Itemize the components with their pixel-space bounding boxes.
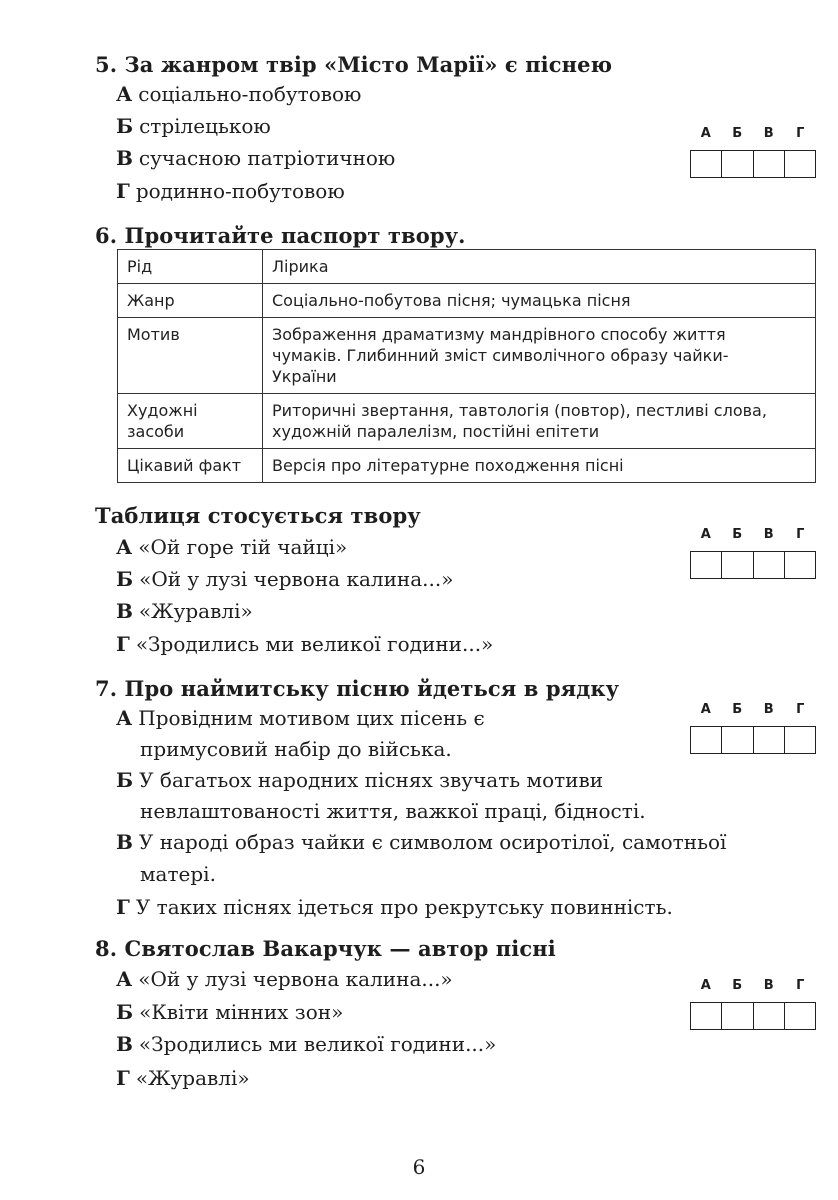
option-text: родинно-побутовою (135, 179, 345, 203)
q7-option-a[interactable] (116, 706, 485, 730)
answer-cell-d[interactable] (785, 1003, 815, 1029)
table-key: Жанр (118, 284, 263, 318)
q8-option-c[interactable] (116, 1032, 496, 1056)
option-text: сучасною патріотичною (138, 146, 396, 170)
table-row (118, 318, 816, 394)
grid-letter: Б (732, 527, 743, 542)
option-text: «Журавлі» (138, 599, 253, 623)
answer-cell-a[interactable] (691, 1003, 722, 1029)
table-value-line: художній паралелізм, постійні епітети (272, 422, 600, 441)
option-letter: В (116, 599, 133, 623)
option-text: соціально-побутовою (138, 82, 362, 106)
grid-letter: Б (732, 702, 743, 717)
table-row (118, 449, 816, 483)
grid-letter: А (700, 978, 711, 993)
q6-option-b[interactable] (116, 567, 453, 591)
grid-letter: Г (796, 126, 805, 141)
answer-cell-b[interactable] (722, 552, 753, 578)
option-text: У багатьох народних піснях звучать мотиви (139, 768, 604, 792)
option-letter: Г (116, 632, 130, 656)
option-text: У народі образ чайки є символом осиротілої, самотньої (138, 830, 727, 854)
option-letter: В (116, 830, 133, 854)
q8-answer-grid (690, 978, 816, 1030)
option-letter: А (116, 706, 133, 730)
option-text: «Квіти мінних зон» (139, 1000, 344, 1024)
option-letter: Г (116, 1066, 130, 1090)
work-passport-table (117, 249, 816, 483)
q6-answer-grid (690, 527, 816, 579)
option-letter: Б (116, 1000, 134, 1024)
option-letter: Б (116, 114, 134, 138)
grid-letter: В (763, 978, 774, 993)
grid-letter: В (763, 126, 774, 141)
grid-letter: В (763, 527, 774, 542)
table-row (118, 394, 816, 449)
option-text: «Журавлі» (135, 1066, 250, 1090)
q8-option-b[interactable] (116, 1000, 343, 1024)
answer-cell-d[interactable] (785, 552, 815, 578)
table-value (263, 394, 816, 449)
q6-option-a[interactable] (116, 535, 347, 559)
option-text: «Зродились ми великої години...» (138, 1032, 497, 1056)
q7-option-b[interactable] (116, 768, 603, 792)
answer-grid-header (690, 126, 816, 144)
table-value: Версія про літературне походження пісні (263, 449, 816, 483)
table-row (118, 284, 816, 318)
table-row (118, 250, 816, 284)
answer-cell-c[interactable] (754, 552, 785, 578)
option-letter: Б (116, 567, 134, 591)
table-value-line: України (272, 367, 337, 386)
option-letter: А (116, 967, 133, 991)
answer-cell-b[interactable] (722, 1003, 753, 1029)
q7-option-c-continuation: матері. (140, 862, 216, 886)
option-text: «Ой горе тій чайці» (138, 535, 348, 559)
option-text: Провідним мотивом цих пісень є (138, 706, 485, 730)
grid-letter: Б (732, 978, 743, 993)
answer-grid-cells (690, 1002, 816, 1030)
option-text: стрілецькою (139, 114, 271, 138)
q6-option-c[interactable] (116, 599, 253, 623)
q8-option-a[interactable] (116, 967, 453, 991)
answer-grid-cells (690, 150, 816, 178)
table-key-line: засоби (127, 422, 185, 441)
answer-cell-b[interactable] (722, 727, 753, 753)
grid-letter: А (700, 702, 711, 717)
q7-option-c[interactable] (116, 830, 726, 854)
table-value: Лірика (263, 250, 816, 284)
grid-letter: А (700, 527, 711, 542)
question-8-title: 8. Святослав Вакарчук — автор пісні (95, 936, 556, 961)
answer-grid-cells (690, 551, 816, 579)
q7-option-d[interactable] (116, 895, 673, 919)
grid-letter: А (700, 126, 711, 141)
q5-option-b[interactable] (116, 114, 271, 138)
answer-grid-cells (690, 726, 816, 754)
option-text: «Зродились ми великої години...» (135, 632, 494, 656)
page-number: 6 (412, 1155, 426, 1179)
option-letter: А (116, 82, 133, 106)
answer-cell-a[interactable] (691, 151, 722, 177)
question-5-title: 5. За жанром твір «Місто Марії» є піснею (95, 52, 613, 77)
question-6-title: 6. Прочитайте паспорт твору. (95, 223, 466, 248)
q5-option-a[interactable] (116, 82, 361, 106)
q5-option-c[interactable] (116, 146, 395, 170)
table-key-line: Художні (127, 401, 198, 420)
answer-cell-d[interactable] (785, 151, 815, 177)
option-letter: Г (116, 895, 130, 919)
grid-letter: Г (796, 978, 805, 993)
table-value-line: Риторичні звертання, тавтологія (повтор), пестливі слова, (272, 401, 767, 420)
answer-cell-c[interactable] (754, 151, 785, 177)
table-key: Цікавий факт (118, 449, 263, 483)
answer-cell-a[interactable] (691, 727, 722, 753)
table-key: Рід (118, 250, 263, 284)
answer-cell-d[interactable] (785, 727, 815, 753)
q7-option-a-continuation: примусовий набір до війська. (140, 737, 452, 761)
answer-grid-header (690, 527, 816, 545)
table-value-line: Зображення драматизму мандрівного способу життя (272, 325, 726, 344)
answer-cell-b[interactable] (722, 151, 753, 177)
q5-option-d[interactable] (116, 179, 345, 203)
answer-cell-c[interactable] (754, 1003, 785, 1029)
q6-option-d[interactable] (116, 632, 493, 656)
grid-letter: В (763, 702, 774, 717)
option-letter: А (116, 535, 133, 559)
option-text: У таких піснях ідеться про рекрутську повинність. (135, 895, 673, 919)
table-key: Мотив (118, 318, 263, 394)
question-6-subtitle: Таблиця стосується твору (95, 503, 421, 528)
q7-answer-grid (690, 702, 816, 754)
option-letter: В (116, 1032, 133, 1056)
option-text: «Ой у лузі червона калина...» (138, 967, 453, 991)
table-value (263, 318, 816, 394)
table-value-line: чумаків. Глибинний зміст символічного образу чайки- (272, 346, 729, 365)
table-key (118, 394, 263, 449)
option-letter: Г (116, 179, 130, 203)
option-letter: Б (116, 768, 134, 792)
answer-grid-header (690, 978, 816, 996)
q5-answer-grid (690, 126, 816, 178)
answer-grid-header (690, 702, 816, 720)
answer-cell-a[interactable] (691, 552, 722, 578)
question-7-title: 7. Про наймитську пісню йдеться в рядку (95, 676, 620, 701)
table-value: Соціально-побутова пісня; чумацька пісня (263, 284, 816, 318)
option-letter: В (116, 146, 133, 170)
grid-letter: Г (796, 527, 805, 542)
option-text: «Ой у лузі червона калина...» (139, 567, 454, 591)
answer-cell-c[interactable] (754, 727, 785, 753)
grid-letter: Г (796, 702, 805, 717)
grid-letter: Б (732, 126, 743, 141)
q8-option-d[interactable] (116, 1066, 250, 1090)
q7-option-b-continuation: невлаштованості життя, важкої праці, бідності. (140, 799, 646, 823)
